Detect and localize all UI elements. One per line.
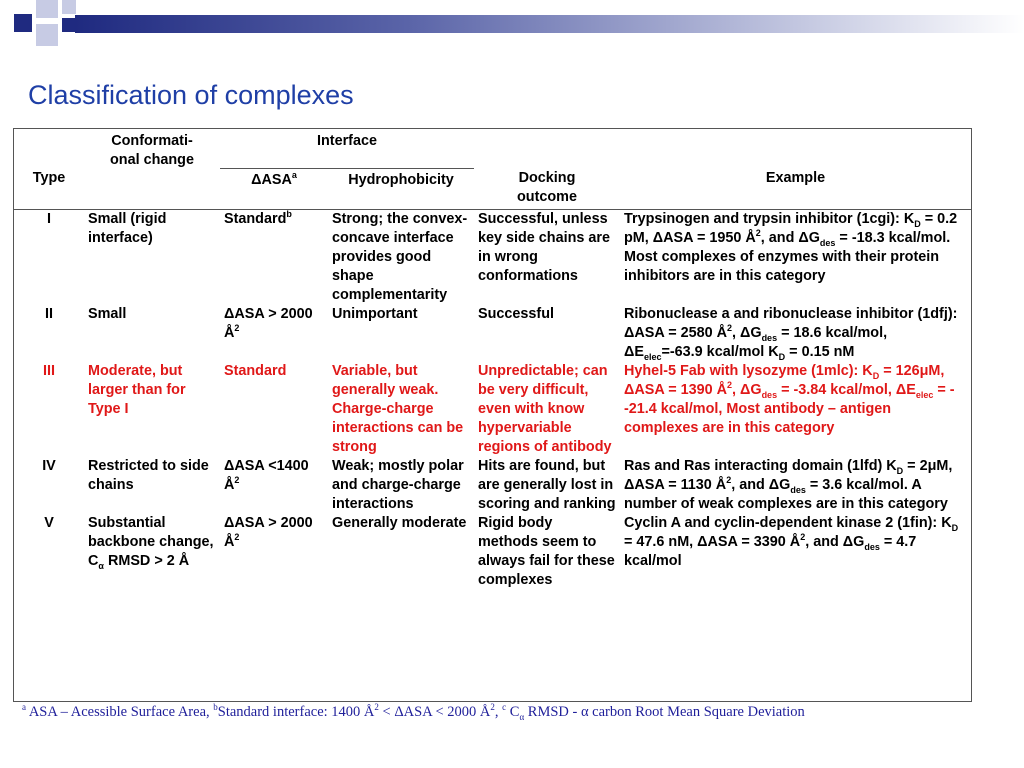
row-example: Ras and Ras interacting domain (1lfd) $K_D = 2\mu M$, ΔASA = 1130 $Å^2$, and $\Delta G_{des} = 3.6$ kcal/mol. A number of weak complexes are in this category [624, 458, 953, 512]
row-type: V [44, 515, 54, 531]
row-docking: Successful, unless key side chains are in wrong conformations [478, 211, 610, 284]
header-conformational-change: Conformati-onal change [110, 133, 194, 168]
row-type: III [43, 363, 55, 379]
row-example: Hyhel-5 Fab with lysozyme (1mlc): $K_D = 126\mu M$, ΔASA = 1390 $Å^2$, $\Delta G_{des} = -3.84$ kcal/mol, $\Delta E_{elec} = --21.4$ kcal/mol, Most antibody – antigen complexes are in this category [624, 363, 955, 436]
row-example: Ribonuclease a and ribonuclease inhibitor (1dfj): ΔASA = 2580 $Å^2$, $\Delta G_{des} = 18.6$ kcal/mol, $\Delta E_{elec}=-63.9$ kcal/mol $K_D = 0.15$ nM [624, 306, 958, 362]
row-docking: Hits are found, but are generally lost in scoring and ranking [478, 458, 616, 512]
deco-gradient-bar [75, 15, 1024, 33]
deco-square [36, 0, 58, 18]
slide-decoration [0, 0, 1024, 50]
table-row [14, 362, 971, 457]
table-footnote: $^a$ ASA – Acessible Surface Area, $^b$Standard interface: 1400 $Å^2 < \Delta ASA < 2000$ $Å^2$, $^c$ $C_\alpha$ RMSD - α carbon Root Mean Square Deviation [22, 702, 805, 722]
row-type: II [45, 306, 53, 322]
row-asa: Standard [224, 363, 287, 379]
deco-square [14, 14, 32, 32]
header-example: Example [765, 170, 826, 186]
row-change: Substantial backbone change, $C_\alpha$ RMSD > 2 Å [88, 515, 214, 571]
row-hydrophobicity: Weak; mostly polar and charge-charge interactions [332, 458, 464, 512]
row-example: Cyclin A and cyclin-dependent kinase 2 (1fin): $K_D = 47.6$ nM, ΔASA = 3390 $Å^2$, and $\Delta G_{des} = 4.7$ kcal/mol [624, 515, 959, 569]
row-type: IV [42, 458, 56, 474]
table-row [14, 514, 971, 590]
deco-square [62, 18, 76, 32]
row-hydrophobicity: Variable, but generally weak. Charge-charge interactions can be strong [332, 363, 464, 455]
header-docking-outcome: Docking outcome [517, 170, 577, 205]
row-hydrophobicity: Generally moderate [332, 515, 467, 531]
row-asa: Standard$^b$ [224, 209, 292, 227]
header-dasa: ΔASA$^a$ [251, 170, 297, 188]
table-header-row-1 [14, 129, 971, 169]
row-hydrophobicity: Unimportant [332, 306, 418, 322]
deco-square [0, 0, 14, 14]
header-interface: Interface [220, 129, 474, 169]
deco-square [62, 0, 76, 14]
row-docking: Rigid body methods seem to always fail for these complexes [478, 515, 615, 588]
row-change: Small (rigid interface) [88, 211, 167, 246]
row-asa: ΔASA > 2000 $Å^2$ [224, 306, 313, 341]
table-row [14, 305, 971, 362]
row-change: Small [88, 306, 127, 322]
row-docking: Unpredictable; can be very difficult, even with know hypervariable regions of antibody [478, 363, 612, 455]
header-type: Type [32, 170, 66, 186]
row-hydrophobicity: Strong; the convex-concave interface provides good shape complementarity [332, 211, 468, 303]
row-type: I [47, 211, 51, 227]
classification-table [13, 128, 972, 702]
row-example: Trypsinogen and trypsin inhibitor (1cgi): $K_D = 0.2$ pM, ΔASA = 1950 $Å^2$, and $\Delta G_{des} = -18.3$ kcal/mol. Most complexes of enzymes with their protein inhibitors are in this category [624, 211, 958, 284]
table-row [14, 457, 971, 514]
row-asa: ΔASA <1400 $Å^2$ [224, 458, 309, 493]
row-docking: Successful [478, 306, 554, 322]
table-row [14, 210, 971, 305]
row-change: Restricted to side chains [88, 458, 209, 493]
deco-square [36, 24, 58, 46]
row-asa: ΔASA > 2000 $Å^2$ [224, 515, 313, 550]
row-change: Moderate, but larger than for Type I [88, 363, 186, 417]
slide-title: Classification of complexes [28, 80, 354, 110]
header-hydrophobicity: Hydrophobicity [348, 172, 454, 188]
